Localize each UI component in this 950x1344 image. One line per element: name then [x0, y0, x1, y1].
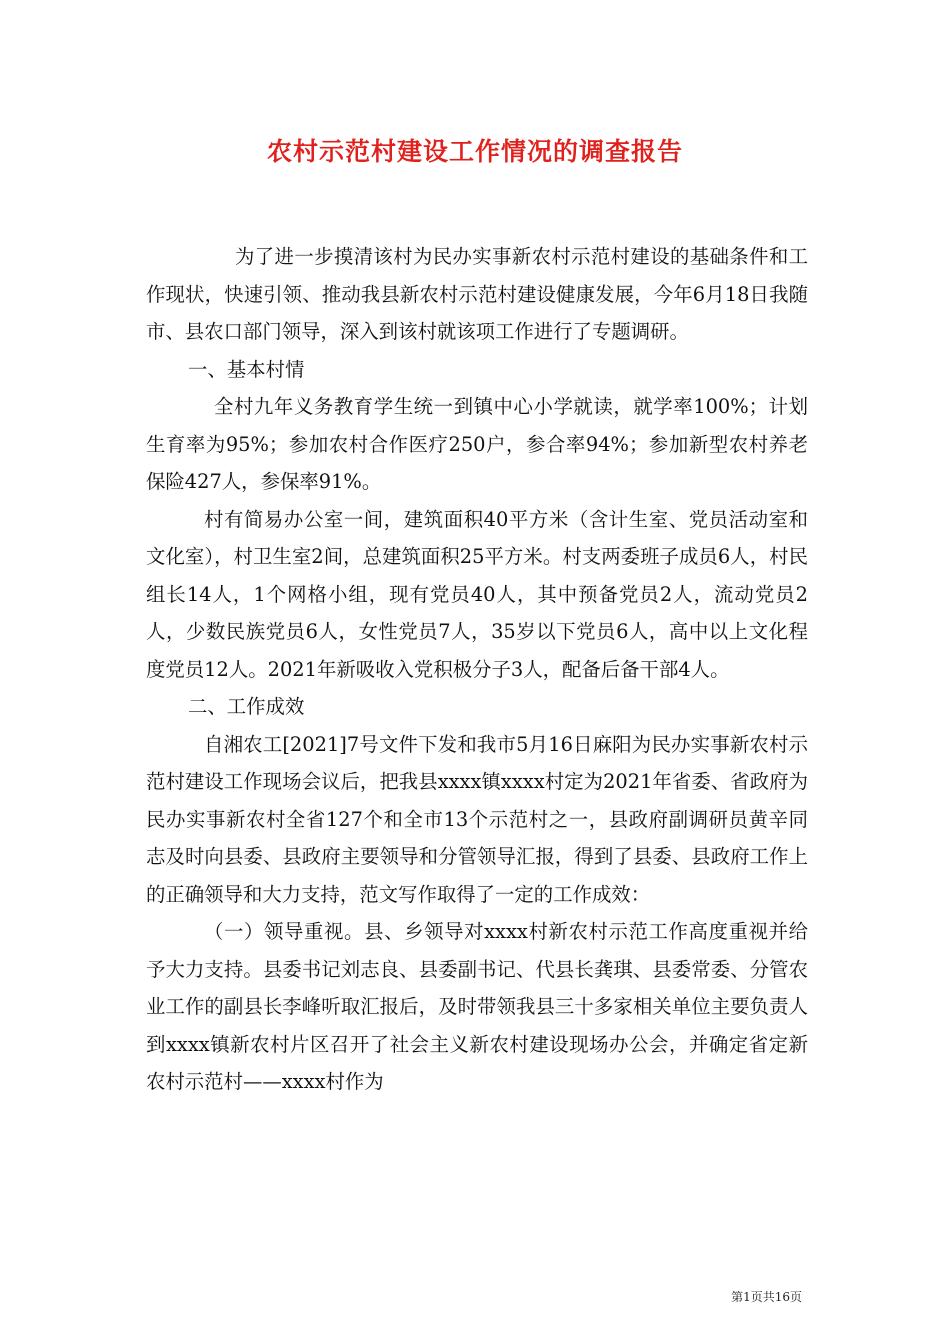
paragraph-leadership: （一）领导重视。县、乡领导对xxxx村新农村示范工作高度重视并给予大力支持。县委书记刘志良、县委副书记、代县长龚琪、县委常委、分管农业工作的副县长李峰听取汇报后，及时带领我县三十多家相关单位主要负责人到xxxx镇新农村片区召开了社会主义新农村建设现场办公会，并确定省定新农村示范村——xxxx村作为	[146, 920, 808, 1093]
document-body	[146, 238, 808, 1101]
paragraph-village-facilities: 村有简易办公室一间，建筑面积40平方米（含计生室、党员活动室和文化室），村卫生室2间，总建筑面积25平方米。村支两委班子成员6人，村民组长14人，1个网格小组，现有党员40人，其中预备党员2人，流动党员2人，少数民族党员6人，女性党员7人，35岁以下党员6人，高中以上文化程度党员12人。2021年新吸收入党积极分子3人，配备后备干部4人。	[146, 507, 808, 681]
section-heading-basic-info: 一、基本村情	[188, 357, 305, 381]
paragraph-intro: 为了进一步摸清该村为民办实事新农村示范村建设的基础条件和工作现状，快速引领、推动我县新农村示范村建设健康发展，今年6月18日我随市、县农口部门领导，深入到该村就该项工作进行了专题调研。	[146, 245, 808, 343]
paragraph-achievements: 自湘农工[2021]7号文件下发和我市5月16日麻阳为民办实事新农村示范村建设工作现场会议后，把我县xxxx镇xxxx村定为2021年省委、省政府为民办实事新农村全省127个和全市13个示范村之一，县政府副调研员黄辛同志及时向县委、县政府主要领导和分管领导汇报，得到了县委、县政府工作上的正确领导和大力支持，范文写作取得了一定的工作成效：	[146, 732, 808, 906]
page-number: 第1页共16页	[731, 1290, 802, 1304]
paragraph-education-stats: 全村九年义务教育学生统一到镇中心小学就读，就学率100%；计划生育率为95%；参加农村合作医疗250户，参合率94%；参加新型农村养老保险427人，参保率91%。	[146, 395, 808, 493]
document-title: 农村示范村建设工作情况的调查报告	[266, 137, 683, 166]
section-heading-achievements: 二、工作成效	[188, 695, 305, 718]
